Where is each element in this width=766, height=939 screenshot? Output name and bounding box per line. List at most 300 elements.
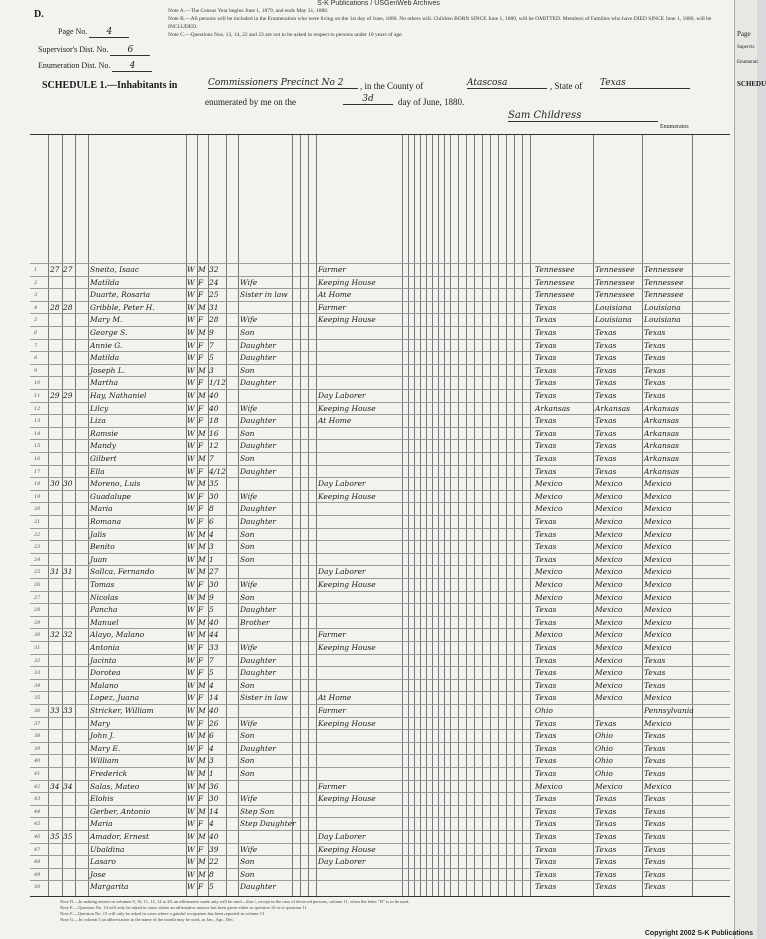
- age-cell: 3: [209, 756, 214, 766]
- line-number: 15: [34, 443, 41, 450]
- relationship-cell: Son: [240, 731, 255, 741]
- color-cell: W: [187, 428, 195, 438]
- mother-birthplace-cell: Texas: [644, 668, 666, 678]
- father-birthplace-cell: Texas: [595, 882, 617, 892]
- color-cell: W: [187, 844, 195, 854]
- form-code: D.: [34, 9, 44, 20]
- mother-birthplace-cell: Pennsylvania: [644, 706, 694, 715]
- relationship-cell: Daughter: [240, 655, 276, 665]
- state-name: Texas: [600, 78, 690, 89]
- line-number: 25: [34, 569, 41, 576]
- sex-cell: M: [198, 756, 206, 766]
- edge-label: Supervis: [737, 45, 755, 50]
- age-cell: 40: [209, 832, 219, 841]
- color-cell: W: [187, 290, 195, 300]
- sex-cell: M: [198, 832, 206, 841]
- person-name-cell: Mary M.: [90, 315, 123, 325]
- birthplace-cell: Texas: [535, 365, 557, 375]
- relationship-cell: Son: [240, 592, 255, 602]
- dwelling-number-cell: 28: [50, 302, 60, 312]
- sex-cell: M: [198, 529, 206, 539]
- age-cell: 1: [209, 554, 214, 564]
- age-cell: 40: [209, 391, 219, 400]
- color-cell: W: [187, 693, 195, 703]
- relationship-cell: Son: [240, 454, 255, 463]
- sex-cell: M: [198, 479, 206, 489]
- mother-birthplace-cell: Texas: [644, 756, 666, 766]
- occupation-cell: Keeping House: [318, 718, 376, 728]
- age-cell: 6: [209, 517, 214, 526]
- father-birthplace-cell: Mexico: [595, 542, 623, 552]
- note-d: Note D.—In making entries in columns 9, 10, 11, 12, 14 to 20, an affirmative mark only will be used—thus /, except in the case of divorced persons, column 11, when the letter "D" is to be used.: [60, 899, 410, 904]
- county-label: , in the County of: [360, 81, 424, 91]
- father-birthplace-cell: Mexico: [595, 554, 623, 564]
- relationship-cell: Step Daughter: [240, 819, 296, 829]
- person-name-cell: Jacinta: [90, 655, 117, 665]
- relationship-cell: Wife: [240, 403, 258, 413]
- age-cell: 24: [209, 277, 219, 287]
- dwelling-number-cell: 29: [50, 391, 60, 400]
- sex-cell: F: [198, 605, 204, 615]
- sex-cell: F: [198, 340, 204, 350]
- relationship-cell: Wife: [240, 844, 258, 854]
- age-cell: 7: [209, 655, 214, 665]
- age-cell: 36: [209, 781, 219, 791]
- father-birthplace-cell: Mexico: [595, 781, 623, 791]
- relationship-cell: Son: [240, 756, 255, 766]
- occupation-cell: Farmer: [318, 781, 346, 791]
- sex-cell: M: [198, 391, 206, 400]
- sex-cell: M: [198, 617, 206, 627]
- line-number: 36: [34, 708, 41, 714]
- color-cell: W: [187, 416, 195, 426]
- age-cell: 26: [209, 718, 219, 728]
- relationship-cell: Wife: [240, 315, 258, 325]
- line-number: 31: [34, 645, 41, 651]
- father-birthplace-cell: Tennessee: [595, 277, 635, 287]
- father-birthplace-cell: Ohio: [595, 756, 613, 766]
- mother-birthplace-cell: Texas: [644, 328, 666, 337]
- birthplace-cell: Tennessee: [535, 277, 575, 287]
- birthplace-cell: Texas: [535, 542, 557, 552]
- age-cell: 8: [209, 504, 214, 514]
- color-cell: W: [187, 781, 195, 791]
- mother-birthplace-cell: Texas: [644, 882, 666, 892]
- note-e: Note E.—Question No. 14 will only be asked in cases where an affirmative answer has been given either to question 16 or to question 11.: [60, 905, 308, 910]
- color-cell: W: [187, 265, 195, 274]
- table-row: [30, 880, 730, 894]
- birthplace-cell: Mexico: [535, 781, 563, 791]
- sex-cell: F: [198, 466, 204, 476]
- color-cell: W: [187, 756, 195, 766]
- mother-birthplace-cell: Texas: [644, 806, 666, 816]
- birthplace-cell: Texas: [535, 466, 557, 476]
- person-name-cell: Lilcy: [90, 403, 109, 413]
- line-number: 14: [34, 430, 41, 437]
- occupation-cell: Farmer: [318, 265, 346, 274]
- sex-cell: M: [198, 731, 206, 741]
- sex-cell: F: [198, 441, 204, 451]
- color-cell: W: [187, 706, 195, 715]
- birthplace-cell: Tennessee: [535, 290, 575, 300]
- father-birthplace-cell: Ohio: [595, 769, 613, 778]
- father-birthplace-cell: Texas: [595, 353, 617, 363]
- mother-birthplace-cell: Mexico: [644, 529, 672, 539]
- line-number: 9: [34, 367, 38, 374]
- relationship-cell: Step Son: [240, 806, 275, 816]
- sex-cell: F: [198, 580, 204, 589]
- mother-birthplace-cell: Arkansas: [644, 454, 680, 463]
- line-number: 7: [34, 342, 38, 349]
- color-cell: W: [187, 340, 195, 350]
- mother-birthplace-cell: Mexico: [644, 592, 672, 602]
- person-name-cell: Maria: [90, 504, 113, 514]
- age-cell: 16: [209, 428, 219, 438]
- page-no: 4: [89, 27, 129, 38]
- line-number: 49: [34, 871, 41, 878]
- mother-birthplace-cell: Texas: [644, 340, 666, 350]
- color-cell: W: [187, 517, 195, 526]
- color-cell: W: [187, 328, 195, 337]
- color-cell: W: [187, 794, 195, 804]
- sex-cell: F: [198, 277, 204, 287]
- father-birthplace-cell: Texas: [595, 844, 617, 854]
- family-number-cell: 31: [63, 567, 73, 577]
- father-birthplace-cell: Mexico: [595, 504, 623, 514]
- line-number: 3: [34, 292, 38, 299]
- age-cell: 1: [209, 769, 214, 778]
- father-birthplace-cell: Texas: [595, 416, 617, 426]
- line-number: 28: [34, 607, 41, 614]
- color-cell: W: [187, 391, 195, 400]
- relationship-cell: Sister in law: [240, 693, 288, 703]
- birthplace-cell: Texas: [535, 680, 557, 690]
- person-name-cell: George S.: [90, 328, 128, 337]
- occupation-cell: Keeping House: [318, 844, 376, 854]
- person-name-cell: William: [90, 756, 119, 766]
- father-birthplace-cell: Mexico: [595, 479, 623, 489]
- sex-cell: F: [198, 643, 204, 652]
- family-number-cell: 29: [63, 391, 73, 400]
- person-name-cell: Mary E.: [90, 743, 121, 753]
- father-birthplace-cell: Ohio: [595, 743, 613, 753]
- age-cell: 5: [209, 353, 214, 363]
- father-birthplace-cell: Texas: [595, 454, 617, 463]
- father-birthplace-cell: Mexico: [595, 617, 623, 627]
- place-name: Commissioners Precinct No 2: [208, 78, 358, 89]
- note-f: Note F.—Question No. 15 will only be asked in cases where a gainful occupation has been reported in column 13.: [60, 911, 266, 916]
- occupation-cell: Keeping House: [318, 403, 376, 413]
- line-number: 46: [34, 834, 41, 840]
- occupation-cell: Day Laborer: [318, 832, 366, 841]
- enumerator-signature: Sam Childress: [508, 110, 658, 122]
- family-number-cell: 33: [63, 706, 73, 715]
- person-name-cell: Alayo, Malano: [90, 630, 145, 640]
- dwelling-number-cell: 30: [50, 479, 60, 489]
- occupation-cell: Day Laborer: [318, 479, 366, 489]
- color-cell: W: [187, 542, 195, 552]
- father-birthplace-cell: Mexico: [595, 567, 623, 577]
- person-name-cell: Nicolas: [90, 592, 119, 602]
- mother-birthplace-cell: Mexico: [644, 504, 672, 514]
- age-cell: 22: [209, 857, 219, 867]
- person-name-cell: Salas, Mateo: [90, 781, 140, 791]
- person-name-cell: Romana: [90, 517, 122, 526]
- line-number: 2: [34, 279, 38, 286]
- line-number: 19: [34, 493, 41, 500]
- father-birthplace-cell: Arkansas: [595, 403, 631, 413]
- sex-cell: M: [198, 265, 206, 274]
- sex-cell: F: [198, 504, 204, 514]
- age-cell: 32: [209, 265, 219, 274]
- relationship-cell: Wife: [240, 580, 258, 589]
- birthplace-cell: Texas: [535, 517, 557, 526]
- color-cell: W: [187, 554, 195, 564]
- sex-cell: M: [198, 365, 206, 375]
- relationship-cell: Daughter: [240, 504, 276, 514]
- father-birthplace-cell: Texas: [595, 794, 617, 804]
- sex-cell: M: [198, 806, 206, 816]
- father-birthplace-cell: Mexico: [595, 693, 623, 703]
- person-name-cell: Margarita: [90, 882, 129, 892]
- color-cell: W: [187, 718, 195, 728]
- age-cell: 7: [209, 340, 214, 350]
- person-name-cell: Martha: [90, 378, 119, 388]
- color-cell: W: [187, 378, 195, 388]
- birthplace-cell: Mexico: [535, 630, 563, 640]
- occupation-cell: Keeping House: [318, 277, 376, 287]
- mother-birthplace-cell: Texas: [644, 857, 666, 867]
- relationship-cell: Wife: [240, 718, 258, 728]
- month-label: day of June, 1880.: [398, 97, 465, 107]
- birthplace-cell: Texas: [535, 378, 557, 388]
- archive-banner: S-K Publications / USGenWeb Archives: [317, 0, 440, 7]
- line-number: 48: [34, 859, 41, 866]
- mother-birthplace-cell: Texas: [644, 794, 666, 804]
- mother-birthplace-cell: Texas: [644, 680, 666, 690]
- person-name-cell: Pancha: [90, 605, 118, 615]
- person-name-cell: Mandy: [90, 441, 117, 451]
- father-birthplace-cell: Tennessee: [595, 290, 635, 300]
- person-name-cell: Gribble, Peter H.: [90, 302, 155, 312]
- family-number-cell: 27: [63, 265, 73, 274]
- dwelling-number-cell: 32: [50, 630, 60, 640]
- mother-birthplace-cell: Tennessee: [644, 265, 684, 274]
- person-name-cell: Ella: [90, 466, 105, 476]
- father-birthplace-cell: Mexico: [595, 605, 623, 615]
- mother-birthplace-cell: Mexico: [644, 718, 672, 728]
- person-name-cell: Liza: [90, 416, 106, 426]
- father-birthplace-cell: Mexico: [595, 668, 623, 678]
- color-cell: W: [187, 655, 195, 665]
- age-cell: 1/12: [209, 378, 226, 388]
- color-cell: W: [187, 630, 195, 640]
- sex-cell: F: [198, 290, 204, 300]
- color-cell: W: [187, 466, 195, 476]
- adjacent-page-edge: [734, 0, 766, 939]
- color-cell: W: [187, 743, 195, 753]
- relationship-cell: Son: [240, 529, 255, 539]
- enumerator-title: Enumerator.: [660, 124, 690, 130]
- birthplace-cell: Texas: [535, 832, 557, 841]
- dwelling-number-cell: 31: [50, 567, 60, 577]
- color-cell: W: [187, 832, 195, 841]
- birthplace-cell: Texas: [535, 328, 557, 337]
- sex-cell: F: [198, 718, 204, 728]
- mother-birthplace-cell: Mexico: [644, 693, 672, 703]
- dwelling-number-cell: 35: [50, 832, 60, 841]
- father-birthplace-cell: Texas: [595, 391, 617, 400]
- father-birthplace-cell: Louisiana: [595, 302, 632, 312]
- person-name-cell: Amador, Ernest: [90, 832, 150, 841]
- color-cell: W: [187, 617, 195, 627]
- mother-birthplace-cell: Mexico: [644, 479, 672, 489]
- family-number-cell: 34: [63, 781, 73, 791]
- person-name-cell: Dorotea: [90, 668, 121, 678]
- relationship-cell: Son: [240, 328, 255, 337]
- birthplace-cell: Texas: [535, 693, 557, 703]
- birthplace-cell: Texas: [535, 416, 557, 426]
- person-name-cell: Annie G.: [90, 340, 123, 350]
- age-cell: 7: [209, 454, 214, 463]
- mother-birthplace-cell: Mexico: [644, 567, 672, 577]
- father-birthplace-cell: Texas: [595, 365, 617, 375]
- sex-cell: F: [198, 353, 204, 363]
- birthplace-cell: Texas: [535, 454, 557, 463]
- father-birthplace-cell: Texas: [595, 832, 617, 841]
- age-cell: 8: [209, 869, 214, 879]
- line-number: 12: [34, 405, 41, 412]
- person-name-cell: Gerber, Antonio: [90, 806, 151, 816]
- mother-birthplace-cell: Texas: [644, 869, 666, 879]
- color-cell: W: [187, 302, 195, 312]
- sex-cell: M: [198, 542, 206, 552]
- color-cell: W: [187, 504, 195, 514]
- line-number: 17: [34, 468, 41, 475]
- mother-birthplace-cell: Mexico: [644, 580, 672, 589]
- birthplace-cell: Mexico: [535, 479, 563, 489]
- line-number: 18: [34, 481, 41, 488]
- birthplace-cell: Texas: [535, 391, 557, 400]
- father-birthplace-cell: Mexico: [595, 655, 623, 665]
- birthplace-cell: Texas: [535, 617, 557, 627]
- note-b: Note B.—All persons will be included in the Enumeration who were living on the 1st day of June, 1880. No others will. Children BORN SINCE June 1, 1880, will be OMITTED. Members of Families who have DIED SINCE June 1, 1880, will be INCLUDED.: [168, 16, 712, 30]
- sex-cell: M: [198, 857, 206, 867]
- birthplace-cell: Texas: [535, 882, 557, 892]
- father-birthplace-cell: Ohio: [595, 731, 613, 741]
- relationship-cell: Son: [240, 428, 255, 438]
- birthplace-cell: Texas: [535, 857, 557, 867]
- sex-cell: F: [198, 315, 204, 325]
- birthplace-cell: Texas: [535, 806, 557, 816]
- age-cell: 4: [209, 529, 214, 539]
- color-cell: W: [187, 680, 195, 690]
- father-birthplace-cell: Mexico: [595, 517, 623, 526]
- relationship-cell: Daughter: [240, 605, 276, 615]
- color-cell: W: [187, 605, 195, 615]
- sex-cell: M: [198, 769, 206, 778]
- age-cell: 6: [209, 731, 214, 741]
- mother-birthplace-cell: Louisiana: [644, 315, 681, 325]
- person-name-cell: Frederick: [90, 769, 128, 778]
- mother-birthplace-cell: Mexico: [644, 554, 672, 564]
- occupation-cell: Keeping House: [318, 580, 376, 589]
- person-name-cell: John J.: [90, 731, 115, 741]
- person-name-cell: Moreno, Luis: [90, 479, 141, 489]
- birthplace-cell: Mexico: [535, 592, 563, 602]
- line-number: 10: [34, 380, 41, 387]
- mother-birthplace-cell: Texas: [644, 731, 666, 741]
- mother-birthplace-cell: Texas: [644, 353, 666, 363]
- instruction-notes: [168, 7, 728, 39]
- line-number: 20: [34, 506, 41, 513]
- sex-cell: F: [198, 655, 204, 665]
- relationship-cell: Daughter: [240, 416, 276, 426]
- father-birthplace-cell: Texas: [595, 328, 617, 337]
- mother-birthplace-cell: Texas: [644, 365, 666, 375]
- father-birthplace-cell: Texas: [595, 869, 617, 879]
- mother-birthplace-cell: Mexico: [644, 491, 672, 501]
- sex-cell: F: [198, 403, 204, 413]
- sex-cell: F: [198, 491, 204, 501]
- father-birthplace-cell: Mexico: [595, 529, 623, 539]
- father-birthplace-cell: Texas: [595, 340, 617, 350]
- occupation-cell: Farmer: [318, 302, 346, 312]
- birthplace-cell: Mexico: [535, 580, 563, 589]
- line-number: 8: [34, 355, 38, 362]
- birthplace-cell: Texas: [535, 605, 557, 615]
- enumeration-no: 4: [112, 61, 152, 72]
- person-name-cell: Matilda: [90, 353, 120, 363]
- father-birthplace-cell: Texas: [595, 857, 617, 867]
- line-number: 21: [34, 519, 41, 525]
- person-name-cell: Malano: [90, 680, 119, 690]
- line-number: 11: [34, 393, 41, 399]
- line-number: 24: [34, 556, 41, 563]
- sex-cell: F: [198, 378, 204, 388]
- person-name-cell: Mary: [90, 718, 110, 728]
- sex-cell: M: [198, 454, 206, 463]
- color-cell: W: [187, 491, 195, 501]
- age-cell: 30: [209, 794, 219, 804]
- line-number: 35: [34, 695, 41, 702]
- person-name-cell: Sneito, Isaac: [90, 265, 140, 274]
- sex-cell: F: [198, 844, 204, 854]
- person-name-cell: Matilda: [90, 277, 120, 287]
- edge-label: Page: [737, 30, 751, 38]
- relationship-cell: Son: [240, 365, 255, 375]
- age-cell: 14: [209, 693, 219, 703]
- mother-birthplace-cell: Texas: [644, 378, 666, 388]
- birthplace-cell: Texas: [535, 794, 557, 804]
- person-name-cell: Gilbert: [90, 454, 117, 463]
- mother-birthplace-cell: Mexico: [644, 617, 672, 627]
- relationship-cell: Brother: [240, 617, 270, 627]
- person-name-cell: Antonia: [90, 643, 120, 652]
- supervisor-label: Supervisor's Dist. No.: [38, 45, 109, 54]
- color-cell: W: [187, 403, 195, 413]
- line-number: 42: [34, 783, 41, 790]
- line-number: 45: [34, 821, 41, 828]
- color-cell: W: [187, 643, 195, 652]
- line-number: 40: [34, 758, 41, 765]
- age-cell: 30: [209, 491, 219, 501]
- birthplace-cell: Texas: [535, 315, 557, 325]
- age-cell: 3: [209, 365, 214, 375]
- age-cell: 3: [209, 542, 214, 552]
- birthplace-cell: Texas: [535, 718, 557, 728]
- line-number: 29: [34, 619, 41, 626]
